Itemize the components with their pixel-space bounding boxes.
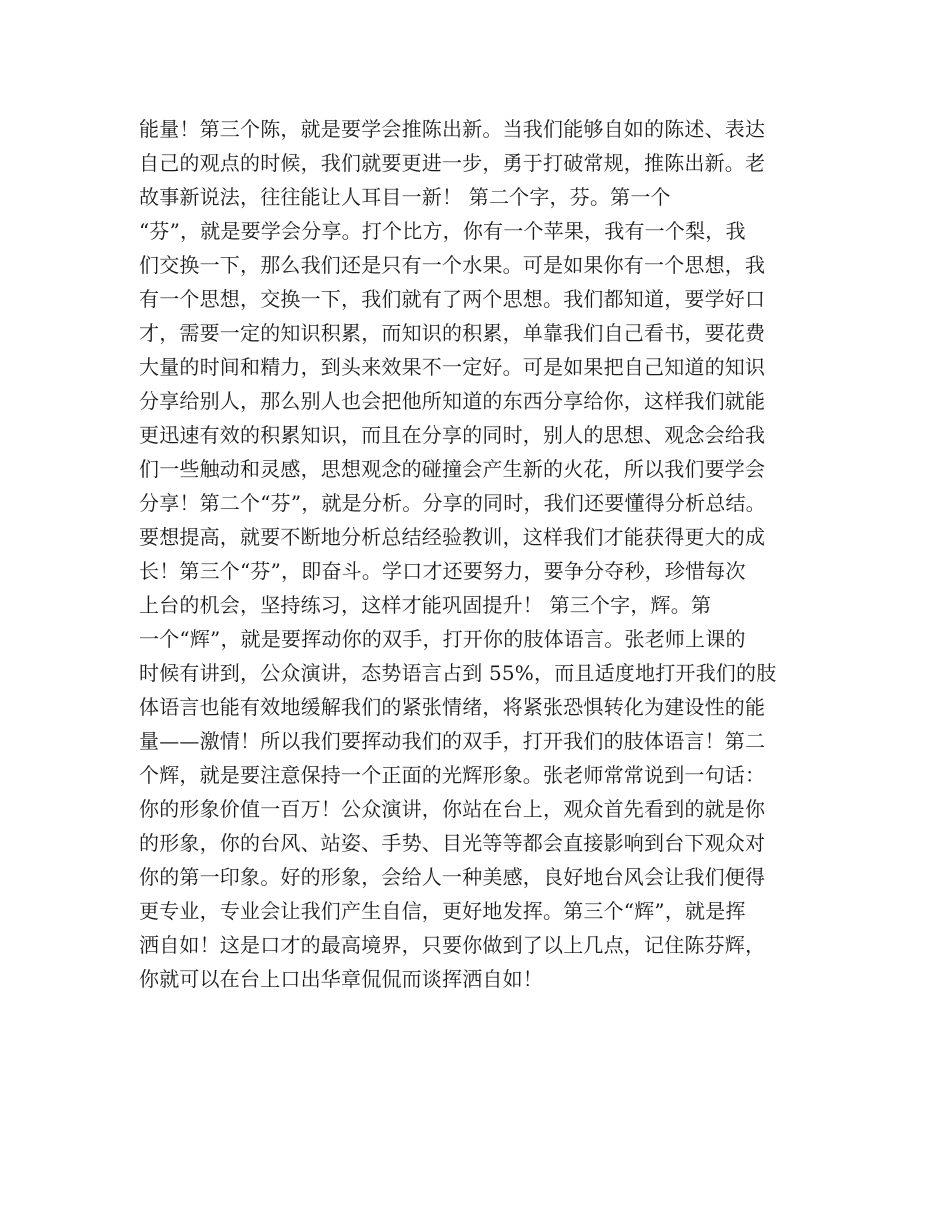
text-line: 自己的观点的时候，我们就要更进一步，勇于打破常规，推陈出新。老	[139, 151, 766, 175]
text-line: 更专业，专业会让我们产生自信，更好地发挥。第三个“辉”，就是挥	[139, 899, 746, 923]
text-line: 个辉，就是要注意保持一个正面的光辉形象。张老师常常说到一句话：	[139, 763, 766, 787]
text-line: 能量！第三个陈，就是要学会推陈出新。当我们能够自如的陈述、表达	[139, 117, 766, 141]
text-line: 长！第三个“芬”，即奋斗。学口才还要努力，要争分夺秒，珍惜每次	[139, 559, 746, 583]
body-text	[139, 112, 829, 996]
text-line: 大量的时间和精力，到头来效果不一定好。可是如果把自己知道的知识	[139, 355, 766, 379]
text-line: 有一个思想，交换一下，我们就有了两个思想。我们都知道，要学好口	[139, 287, 766, 311]
text-line: “芬”，就是要学会分享。打个比方，你有一个苹果，我有一个梨，我	[139, 219, 746, 243]
text-line: 们一些触动和灵感，思想观念的碰撞会产生新的火花，所以我们要学会	[139, 457, 766, 481]
text-line: 你的第一印象。好的形象，会给人一种美感，良好地台风会让我们便得	[139, 865, 766, 889]
text-line: 一个“辉”，就是要挥动你的双手，打开你的肢体语言。张老师上课的	[139, 627, 746, 651]
text-line: 才，需要一定的知识积累，而知识的积累，单靠我们自己看书，要花费	[139, 321, 766, 345]
text-line: 洒自如！这是口才的最高境界，只要你做到了以上几点，记住陈芬辉，	[139, 933, 766, 957]
text-line: 你就可以在台上口出华章侃侃而谈挥洒自如！	[139, 967, 543, 991]
text-line: 你的形象价值一百万！公众演讲，你站在台上，观众首先看到的就是你	[139, 797, 766, 821]
text-line: 要想提高，就要不断地分析总结经验教训，这样我们才能获得更大的成	[139, 525, 766, 549]
text-line: 更迅速有效的积累知识，而且在分享的同时，别人的思想、观念会给我	[139, 423, 766, 447]
text-line: 的形象，你的台风、站姿、手势、目光等等都会直接影响到台下观众对	[139, 831, 766, 855]
text-line: 故事新说法，往往能让人耳目一新！ 第二个字，芬。第一个	[139, 185, 671, 209]
text-line: 体语言也能有效地缓解我们的紧张情绪，将紧张恐惧转化为建设性的能	[139, 695, 766, 719]
text-line: 上台的机会，坚持练习，这样才能巩固提升！ 第三个字，辉。第	[139, 593, 712, 617]
text-line: 时候有讲到，公众演讲，态势语言占到 55%，而且适度地打开我们的肢	[139, 661, 777, 685]
text-line: 分享给别人，那么别人也会把他所知道的东西分享给你，这样我们就能	[139, 389, 766, 413]
text-line: 量——激情！所以我们要挥动我们的双手，打开我们的肢体语言！第二	[139, 729, 766, 753]
text-line: 们交换一下，那么我们还是只有一个水果。可是如果你有一个思想，我	[139, 253, 766, 277]
text-line: 分享！第二个“芬”，就是分析。分享的同时，我们还要懂得分析总结。	[139, 491, 766, 515]
